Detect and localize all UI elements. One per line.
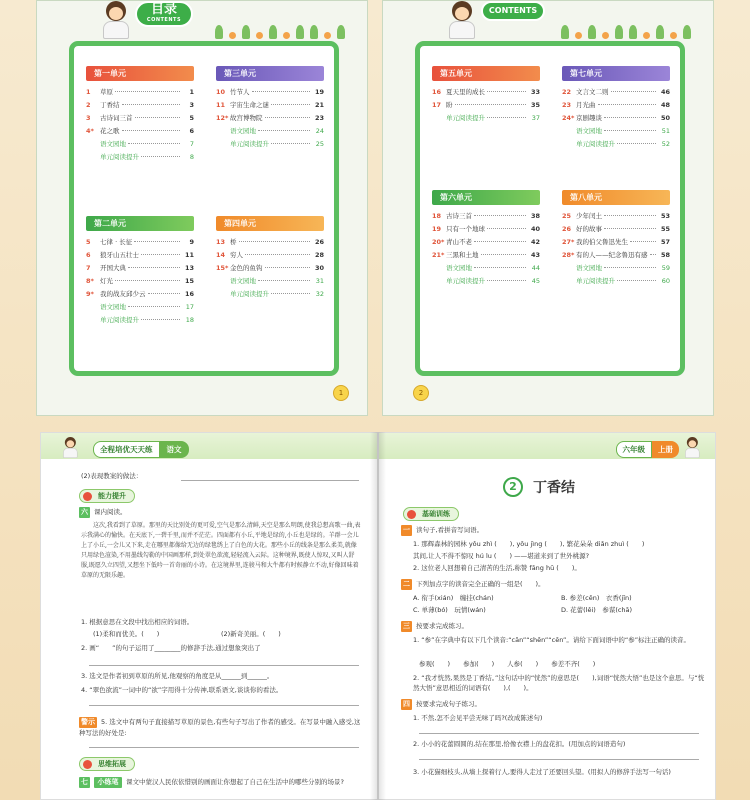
leader-dots xyxy=(128,143,180,144)
lesson-name: 文言文二则 xyxy=(576,88,609,96)
toc-header-right xyxy=(383,1,713,41)
leader-dots xyxy=(474,267,526,268)
section-dot-icon xyxy=(407,510,416,519)
toc-page-left xyxy=(36,0,368,416)
lesson-number: 2 xyxy=(503,477,523,497)
page-ref: 6 xyxy=(189,127,194,135)
question-text: 3. 小花猫细枝头,从墙上探着行人,要得人走过了还要回头望。(用拟人的修辞手法写一句话) xyxy=(413,768,671,776)
lesson-name: 桥 xyxy=(230,238,237,246)
extra-name: 单元阅读提升 xyxy=(230,140,269,148)
question-text: 3. 选文是作者初到草原的所见,他观察的角度是从______到______。 xyxy=(81,672,274,680)
leader-dots xyxy=(128,306,180,307)
reading-passage: 这次,我看到了草原。那里的天比别处的更可爱,空气是那么清鲜,天空是那么明朗,使我总想高歌一曲,表示我满心的愉快。在天底下,一碧千里,而并不茫茫。四面都有小丘,平地是绿的,小丘也是绿的。羊群一会儿上了小丘,一会儿又下来,走在哪里都像给无边的绿毯绣上了白色的大花。那些小丘的线条是那么柔美,就像只用绿色渲染,不用墨线勾勒的中国画那样,到处翠色欲流,轻轻流入云际。这种境界,既使人惊叹,又叫人舒服,既愿久立四望,又想坐下低吟一首奇丽的小诗。在这境界里,连骏马和大牛都有时候静立不动,好像回味着草原的无限乐趣。 xyxy=(81,522,361,579)
toc-unit xyxy=(432,66,540,126)
lesson-number: 28* xyxy=(562,251,575,259)
toc-entry[interactable] xyxy=(86,126,194,139)
toc-entry[interactable] xyxy=(562,237,670,250)
toc-entry[interactable] xyxy=(86,100,194,113)
lesson-name: 我的伯父鲁迅先生 xyxy=(576,238,628,246)
leader-dots xyxy=(258,130,310,131)
section-tag: 基础训练 xyxy=(403,507,459,521)
leader-dots xyxy=(604,130,656,131)
question-text: 2. 画“ ”的句子运用了________的修辞手法,通过想象突出了 xyxy=(81,644,261,652)
extra-name: 语文园地 xyxy=(576,264,602,272)
leader-dots xyxy=(598,104,657,105)
extra-name: 语文园地 xyxy=(446,264,472,272)
toc-extra-entry[interactable] xyxy=(86,302,194,315)
page-ref: 60 xyxy=(661,277,670,285)
lesson-number: 9* xyxy=(86,290,94,298)
lesson-name: 少年闰土 xyxy=(576,212,602,220)
question-text: 警示 5. 选文中有两句子直接描写草原的景色,有些句子写出了作者的感受。在写景中融入感受,这种写法的好处是: xyxy=(79,718,361,737)
lesson-number: 4* xyxy=(86,127,94,135)
leader-dots xyxy=(271,104,310,105)
toc-entry[interactable] xyxy=(562,224,670,237)
choice-a: A. 衔手(xián) 缠挂(chán) xyxy=(413,594,494,602)
question-text: 2. “我才恍然,果然是丁香结。”这句话中的“恍然”的意思是( ),词语“恍然大悟”也是这个意思。与“恍然大悟”意思相近的词语有( ),( )。 xyxy=(413,674,705,692)
lesson-name: 灯光 xyxy=(100,277,113,285)
leader-dots xyxy=(604,117,656,118)
page-ref: 55 xyxy=(660,225,670,233)
unit-title: 第七单元 xyxy=(562,66,670,81)
page-ref: 51 xyxy=(661,127,670,135)
leader-dots xyxy=(474,241,526,242)
leader-dots xyxy=(134,241,180,242)
toc-entry[interactable] xyxy=(432,250,540,263)
question-heading: 三 按要求完成练习。 xyxy=(403,622,468,630)
page-ref: 1 xyxy=(189,88,194,96)
answer-line xyxy=(89,705,359,706)
toc-extra-entry[interactable] xyxy=(562,263,670,276)
page-ref: 11 xyxy=(184,251,194,259)
toc-entry[interactable] xyxy=(216,263,324,276)
page-ref: 19 xyxy=(314,88,324,96)
page-ref: 26 xyxy=(314,238,324,246)
leader-dots xyxy=(245,254,310,255)
page-ref: 38 xyxy=(530,212,540,220)
toc-entry[interactable] xyxy=(432,211,540,224)
leader-dots xyxy=(122,104,181,105)
question-text: (2)新奇美丽。( ) xyxy=(221,630,281,638)
answer-line xyxy=(89,665,359,666)
toc-entry[interactable] xyxy=(216,113,324,126)
page-ref: 53 xyxy=(660,212,670,220)
leader-dots xyxy=(141,156,180,157)
leader-dots xyxy=(604,267,656,268)
toc-unit xyxy=(562,66,670,152)
answer-line xyxy=(419,759,699,760)
leader-dots xyxy=(617,280,656,281)
toc-extra-entry[interactable] xyxy=(562,276,670,289)
leader-dots xyxy=(265,267,311,268)
page-ref: 9 xyxy=(189,238,194,246)
question-text: (2)表现教案的做法： xyxy=(81,472,143,480)
leader-dots xyxy=(148,293,181,294)
page-ref: 40 xyxy=(530,225,540,233)
contents-bubble: 目录 CONTENTS xyxy=(135,1,193,27)
toc-entry[interactable] xyxy=(562,87,670,100)
lesson-number: 19 xyxy=(432,225,442,233)
lesson-name: 好的故事 xyxy=(576,225,602,233)
leader-dots xyxy=(611,91,657,92)
plant-decoration xyxy=(561,17,691,39)
toc-extra-entry[interactable] xyxy=(216,126,324,139)
lesson-number: 26 xyxy=(562,225,572,233)
kid-mascot-icon xyxy=(683,437,702,458)
unit-title: 第五单元 xyxy=(432,66,540,81)
lesson-number: 20* xyxy=(432,238,445,246)
leader-dots xyxy=(487,280,526,281)
toc-unit xyxy=(216,66,324,152)
lesson-name: 开国大典 xyxy=(100,264,126,272)
lesson-name: 有的人——纪念鲁迅有感 xyxy=(576,251,648,259)
toc-extra-entry[interactable] xyxy=(86,152,194,165)
leader-dots xyxy=(604,228,656,229)
toc-unit xyxy=(86,66,194,165)
leader-dots xyxy=(487,228,526,229)
question-text: 1. “参”在字典中有以下几个读音:“cān”“shēn”“cēn”。请给下面词语中的“参”标注正确的读音。 xyxy=(413,636,691,644)
page-ref: 21 xyxy=(314,101,324,109)
leader-dots xyxy=(265,117,311,118)
lesson-number: 11 xyxy=(216,101,226,109)
page-ref: 59 xyxy=(661,264,670,272)
plant-decoration xyxy=(215,17,345,39)
lesson-number: 18 xyxy=(432,212,442,220)
series-label: 全程培优天天练 语文 xyxy=(93,441,189,457)
lesson-name: 竹节人 xyxy=(230,88,250,96)
page-ref: 17 xyxy=(185,303,194,311)
lesson-name: 夏天里的成长 xyxy=(446,88,485,96)
lesson-number: 12* xyxy=(216,114,229,122)
page-ref: 7 xyxy=(189,140,194,148)
lesson-name: 古诗三首 xyxy=(446,212,472,220)
lesson-number: 6 xyxy=(86,251,91,259)
answer-line xyxy=(181,480,359,481)
page-ref: 50 xyxy=(660,114,670,122)
leader-dots xyxy=(141,319,180,320)
leader-dots xyxy=(604,215,656,216)
leader-dots xyxy=(252,91,311,92)
lesson-number: 25 xyxy=(562,212,572,220)
extra-name: 单元阅读提升 xyxy=(100,153,139,161)
lesson-name: 三黑和土地 xyxy=(446,251,479,259)
leader-dots xyxy=(141,254,180,255)
choice-d: D. 花蕾(lěi) 参谋(chā) xyxy=(561,606,633,614)
lesson-number: 1 xyxy=(86,88,91,96)
page-ref: 8 xyxy=(189,153,194,161)
lesson-number: 2 xyxy=(86,101,91,109)
page-ref: 3 xyxy=(189,101,194,109)
toc-entry[interactable] xyxy=(216,237,324,250)
page-ref: 52 xyxy=(661,140,670,148)
answer-line xyxy=(419,733,699,734)
lesson-number: 22 xyxy=(562,88,572,96)
lesson-number: 13 xyxy=(216,238,226,246)
section-dot-icon xyxy=(83,760,92,769)
choice-c: C. 单薄(bó) 玩情(wán) xyxy=(413,606,486,614)
page-ref: 43 xyxy=(530,251,540,259)
question-text: 1. 不然,怎不会见平尝无味了吗?(改成陈述句) xyxy=(413,714,543,722)
lesson-number: 3 xyxy=(86,114,91,122)
lesson-name: 只有一个地球 xyxy=(446,225,485,233)
lesson-name: 宇宙生命之谜 xyxy=(230,101,269,109)
toc-entry[interactable] xyxy=(86,87,194,100)
leader-dots xyxy=(487,117,526,118)
answer-line xyxy=(89,747,359,748)
toc-entry[interactable] xyxy=(562,113,670,126)
leader-dots xyxy=(239,241,311,242)
question-text: 2. 小小的花蕾圆圆的,结在那里,恰像衣襟上的盘花扣。(用加点的词语造句) xyxy=(413,740,626,748)
toc-extra-entry[interactable] xyxy=(86,139,194,152)
extra-name: 单元阅读提升 xyxy=(576,140,615,148)
lesson-number: 24* xyxy=(562,114,575,122)
toc-frame-left xyxy=(69,41,339,376)
toc-extra-entry[interactable] xyxy=(432,113,540,126)
question-heading: 一 读句子,看拼音写词语。 xyxy=(403,526,484,534)
question-text: 参观( ) 参加( ) 人参( ) 参差不齐( ) xyxy=(419,660,596,668)
lesson-name: 草原 xyxy=(100,88,113,96)
leader-dots xyxy=(481,254,527,255)
extra-name: 单元阅读提升 xyxy=(100,316,139,324)
leader-dots xyxy=(122,130,181,131)
leader-dots xyxy=(258,280,310,281)
workbook-page-left xyxy=(40,432,378,800)
page-ref: 35 xyxy=(530,101,540,109)
toc-extra-entry[interactable] xyxy=(432,263,540,276)
kid-mascot-icon xyxy=(99,1,133,39)
page-ref: 23 xyxy=(314,114,324,122)
book-spine xyxy=(370,432,386,800)
leader-dots xyxy=(455,104,527,105)
question-heading: 七 小练笔 课文中蒙汉人民依依惜别的画面让你想起了自己在生活中的哪些分别的场景? xyxy=(81,778,344,786)
toc-entry[interactable] xyxy=(216,100,324,113)
toc-entry[interactable] xyxy=(562,211,670,224)
page-number-badge: 1 xyxy=(333,385,349,401)
page-ref: 32 xyxy=(315,290,324,298)
lesson-number: 15* xyxy=(216,264,229,272)
page-ref: 58 xyxy=(660,251,670,259)
toc-extra-entry[interactable] xyxy=(562,139,670,152)
choice-b: B. 参差(cēn) 衣香(jīn) xyxy=(561,594,632,602)
lesson-name: 我的战友邱少云 xyxy=(100,290,146,298)
unit-title: 第四单元 xyxy=(216,216,324,231)
leader-dots xyxy=(115,91,180,92)
lesson-name: 花之歌 xyxy=(100,127,120,135)
toc-header-left xyxy=(37,1,367,41)
page-ref: 13 xyxy=(184,264,194,272)
unit-title: 第二单元 xyxy=(86,216,194,231)
toc-entry[interactable] xyxy=(216,87,324,100)
page-ref: 5 xyxy=(189,114,194,122)
question-text: 4. “翠色欲流”一词中的“欲”字用得十分传神,联系语文,谈谈你的看法。 xyxy=(81,686,283,694)
lesson-number: 17 xyxy=(432,101,442,109)
page-ref: 16 xyxy=(184,290,194,298)
lesson-name: 穷人 xyxy=(230,251,243,259)
page-ref: 45 xyxy=(531,277,540,285)
leader-dots xyxy=(630,241,656,242)
lesson-name: 青山不老 xyxy=(446,238,472,246)
contents-bubble: CONTENTS xyxy=(481,1,545,21)
toc-entry[interactable] xyxy=(86,263,194,276)
question-heading: 四 按要求完成句子练习。 xyxy=(403,700,481,708)
unit-title: 第六单元 xyxy=(432,190,540,205)
grade-label: 六年级 上册 xyxy=(616,441,680,457)
section-dot-icon xyxy=(83,492,92,501)
page-header-bar xyxy=(41,433,377,459)
lesson-number: 27* xyxy=(562,238,575,246)
page-ref: 28 xyxy=(314,251,324,259)
extra-name: 单元阅读提升 xyxy=(230,290,269,298)
leader-dots xyxy=(271,143,310,144)
toc-entry[interactable] xyxy=(432,100,540,113)
toc-entry[interactable] xyxy=(432,87,540,100)
toc-extra-entry[interactable] xyxy=(562,126,670,139)
lesson-name: 盼 xyxy=(446,101,453,109)
toc-entry[interactable] xyxy=(86,250,194,263)
extra-name: 单元阅读提升 xyxy=(446,114,485,122)
lesson-name: 月光曲 xyxy=(576,101,596,109)
page-ref: 46 xyxy=(660,88,670,96)
leader-dots xyxy=(115,280,180,281)
leader-dots xyxy=(128,267,180,268)
unit-title: 第一单元 xyxy=(86,66,194,81)
toc-unit xyxy=(432,190,540,289)
lesson-name: 狼牙山五壮士 xyxy=(100,251,139,259)
page-ref: 24 xyxy=(315,127,324,135)
page-ref: 18 xyxy=(185,316,194,324)
unit-title: 第八单元 xyxy=(562,190,670,205)
lesson-number: 16 xyxy=(432,88,442,96)
lesson-name: 京剧趣谈 xyxy=(576,114,602,122)
extra-name: 语文园地 xyxy=(100,140,126,148)
question-text: (1)柔和而优美。( ) xyxy=(93,630,160,638)
lesson-number: 21* xyxy=(432,251,445,259)
page-ref: 57 xyxy=(660,238,670,246)
kid-mascot-icon xyxy=(61,437,80,458)
extra-name: 单元阅读提升 xyxy=(576,277,615,285)
toc-entry[interactable] xyxy=(432,237,540,250)
page-ref: 37 xyxy=(531,114,540,122)
leader-dots xyxy=(271,293,310,294)
toc-unit xyxy=(562,190,670,289)
page-ref: 42 xyxy=(530,238,540,246)
extra-name: 语文园地 xyxy=(576,127,602,135)
page-ref: 25 xyxy=(315,140,324,148)
lesson-number: 23 xyxy=(562,101,572,109)
toc-entry[interactable] xyxy=(86,289,194,302)
question-text: 2. 这位老人回想着自己清苦的生活,称赞 fāng hū ( )。 xyxy=(413,564,581,572)
question-text: 1. 根据意思在文段中找出相应的词语。 xyxy=(81,618,194,626)
toc-entry[interactable] xyxy=(562,250,670,263)
unit-title: 第三单元 xyxy=(216,66,324,81)
toc-extra-entry[interactable] xyxy=(216,139,324,152)
page-ref: 15 xyxy=(184,277,194,285)
lesson-number: 7 xyxy=(86,264,91,272)
toc-entry[interactable] xyxy=(86,276,194,289)
lesson-name: 金色的鱼钩 xyxy=(230,264,263,272)
lesson-number: 8* xyxy=(86,277,94,285)
toc-frame-right xyxy=(415,41,685,376)
lesson-name: 故宫博物院 xyxy=(230,114,263,122)
lesson-name: 古诗词三首 xyxy=(100,114,133,122)
leader-dots xyxy=(650,254,657,255)
page-number-badge: 2 xyxy=(413,385,429,401)
toc-extra-entry[interactable] xyxy=(216,289,324,302)
workbook-spread xyxy=(40,432,716,800)
lesson-title: 2 丁香结 xyxy=(503,477,575,497)
toc-entry[interactable] xyxy=(86,113,194,126)
lesson-number: 14 xyxy=(216,251,226,259)
kid-mascot-icon xyxy=(445,1,479,39)
toc-extra-entry[interactable] xyxy=(216,276,324,289)
lesson-name: 丁香结 xyxy=(100,101,120,109)
page-ref: 33 xyxy=(530,88,540,96)
leader-dots xyxy=(487,91,526,92)
workbook-page-right xyxy=(378,432,716,800)
question-text: 1. 那辉森林的园林 yǒu zhì ( ), yōu jìng ( ), 繁花朵朵 diǎn zhuì ( ) xyxy=(413,540,645,548)
section-tag: 能力提升 xyxy=(79,489,135,503)
lesson-number: 10 xyxy=(216,88,226,96)
page-ref: 44 xyxy=(531,264,540,272)
extra-name: 单元阅读提升 xyxy=(446,277,485,285)
toc-entry[interactable] xyxy=(432,224,540,237)
toc-entry[interactable] xyxy=(86,237,194,250)
section-tag: 思维拓展 xyxy=(79,757,135,771)
page-ref: 30 xyxy=(314,264,324,272)
extra-name: 语文园地 xyxy=(100,303,126,311)
extra-name: 语文园地 xyxy=(230,277,256,285)
leader-dots xyxy=(135,117,181,118)
page-ref: 31 xyxy=(315,277,324,285)
question-heading: 二 下列加点字的读音完全正确的一组是( )。 xyxy=(403,580,545,588)
leader-dots xyxy=(474,215,526,216)
toc-entry[interactable] xyxy=(216,250,324,263)
toc-extra-entry[interactable] xyxy=(432,276,540,289)
toc-unit xyxy=(216,216,324,302)
lesson-name: 七律 · 长征 xyxy=(100,238,133,246)
toc-unit xyxy=(86,216,194,328)
toc-entry[interactable] xyxy=(562,100,670,113)
toc-page-right xyxy=(382,0,714,416)
question-text: 其间,让人不得不惊叹 hú lu ( ) ——堪道来到了世外桃源? xyxy=(413,552,590,560)
toc-extra-entry[interactable] xyxy=(86,315,194,328)
page-ref: 48 xyxy=(660,101,670,109)
leader-dots xyxy=(617,143,656,144)
question-heading: 六 课内阅读。 xyxy=(81,508,127,516)
lesson-number: 5 xyxy=(86,238,91,246)
extra-name: 语文园地 xyxy=(230,127,256,135)
